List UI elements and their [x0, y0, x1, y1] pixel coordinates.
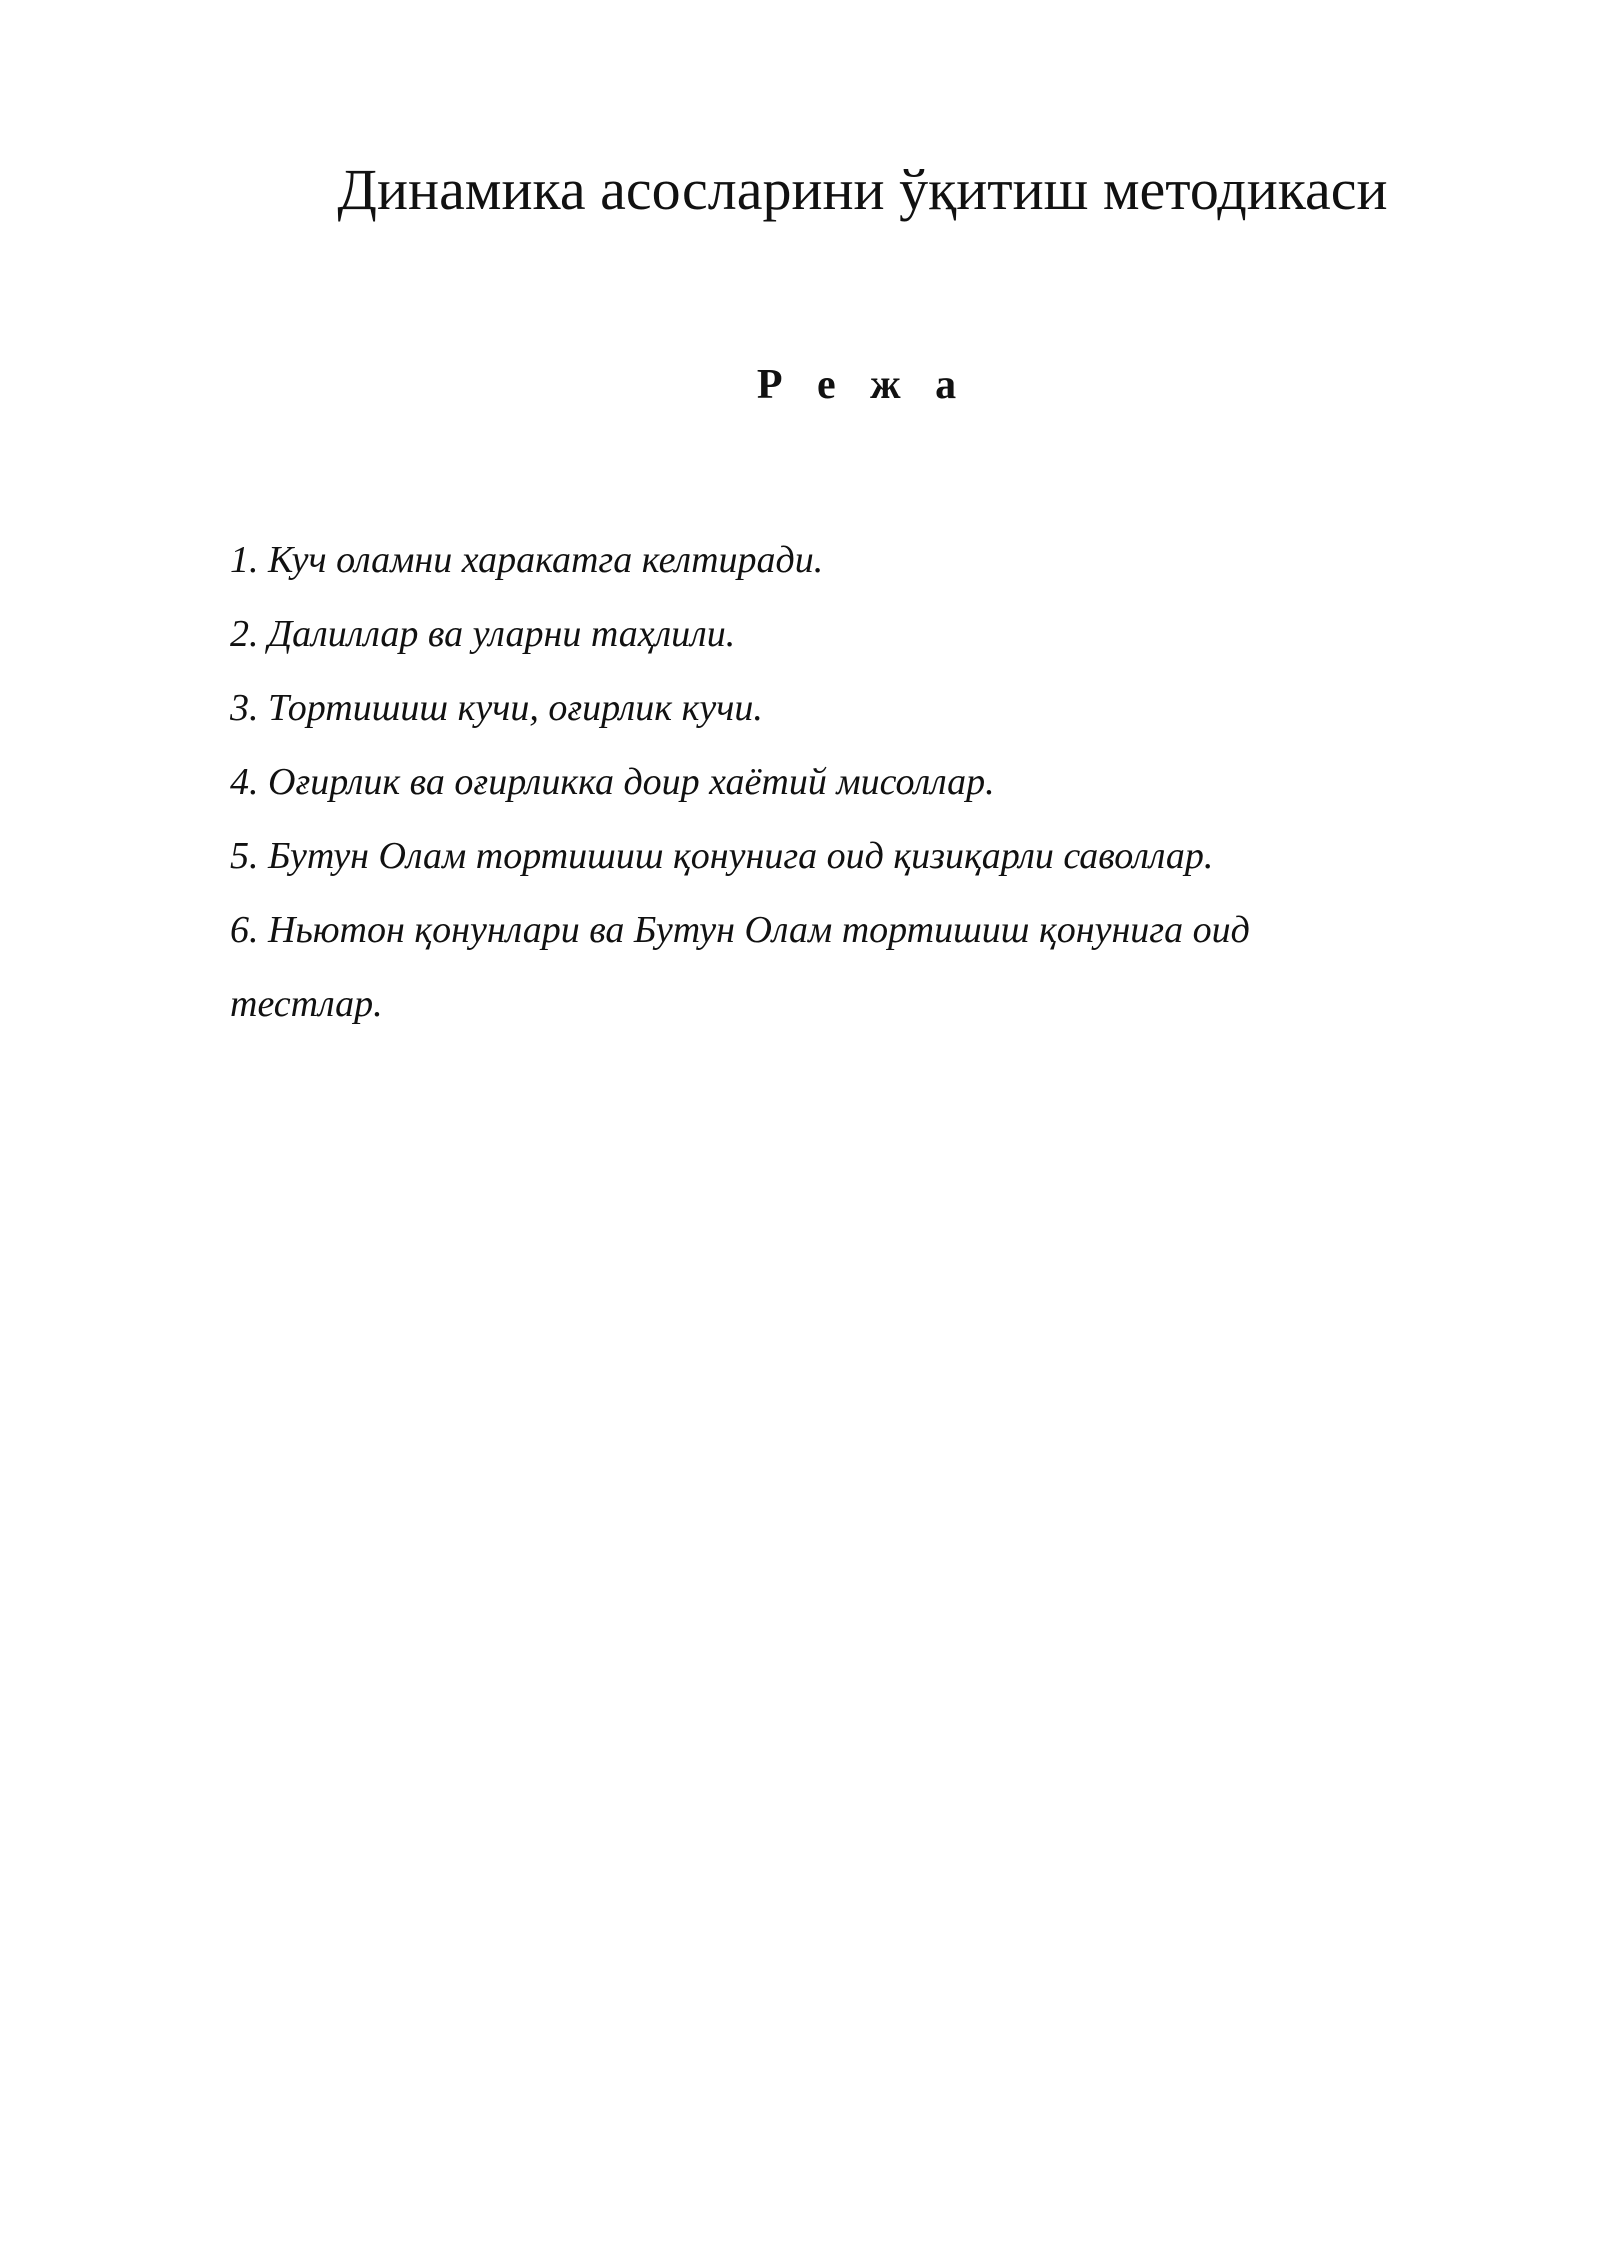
- plan-item-text: Бутун Олам тортишиш қонунига оид қизиқарли саволлар.: [268, 835, 1214, 877]
- plan-item-text: Куч оламни харакатга келтиради.: [268, 539, 824, 581]
- plan-item-number: 6.: [230, 909, 259, 951]
- plan-item-3: [230, 671, 1410, 745]
- plan-item-2: [230, 597, 1410, 671]
- plan-item-number: 3.: [230, 687, 259, 729]
- plan-item-number: 5.: [230, 835, 259, 877]
- document-title: Динамика асосларини ўқитиш методикаси: [337, 157, 1388, 222]
- plan-item-number: 2.: [230, 613, 259, 655]
- plan-item-text: Ньютон қонунлари ва Бутун Олам тортишиш қонунига оид тестлар.: [230, 909, 1250, 1025]
- plan-item-text: Оғирлик ва оғирликка доир хаётий мисоллар.: [268, 761, 995, 803]
- plan-item-number: 1.: [230, 539, 259, 581]
- plan-item-5: [230, 819, 1410, 893]
- plan-item-number: 4.: [230, 761, 259, 803]
- plan-item-1: [230, 523, 1410, 597]
- plan-item-4: [230, 745, 1410, 819]
- plan-list: [230, 523, 1410, 1041]
- plan-item-text: Далиллар ва уларни таҳлили.: [268, 613, 736, 655]
- plan-heading: Р е ж а: [756, 362, 969, 408]
- plan-item-text: Тортишиш кучи, оғирлик кучи.: [268, 687, 763, 729]
- plan-item-6: [230, 893, 1410, 1041]
